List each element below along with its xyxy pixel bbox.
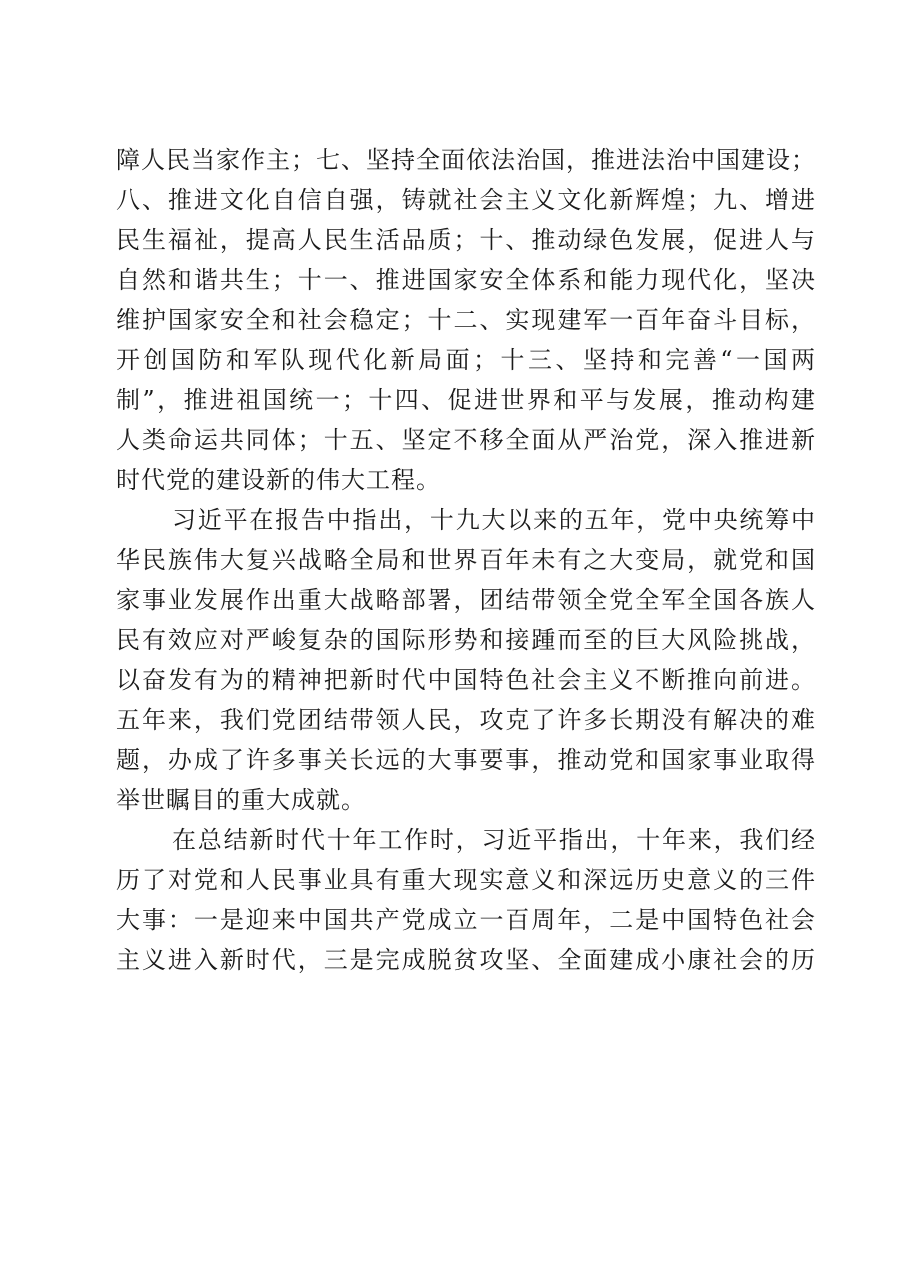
text-line: 八、推进文化自信自强，铸就社会主义文化新辉煌；九、增进 xyxy=(116,186,816,214)
text-line: 障人民当家作主；七、坚持全面依法治国，推进法治中国建设； xyxy=(116,146,816,174)
text-line: 家事业发展作出重大战略部署，团结带领全党全军全国各族人 xyxy=(116,586,816,614)
text-line: 时代党的建设新的伟大工程。 xyxy=(116,466,441,494)
text-line: 民有效应对严峻复杂的国际形势和接踵而至的巨大风险挑战， xyxy=(116,626,816,654)
text-line: 人类命运共同体；十五、坚定不移全面从严治党，深入推进新 xyxy=(116,426,816,454)
text-line: 民生福祉，提高人民生活品质；十、推动绿色发展，促进人与 xyxy=(116,226,816,254)
text-line: 自然和谐共生；十一、推进国家安全体系和能力现代化，坚决 xyxy=(116,266,816,294)
text-line: 在总结新时代十年工作时，习近平指出，十年来，我们经 xyxy=(172,826,816,854)
text-line: 以奋发有为的精神把新时代中国特色社会主义不断推向前进。 xyxy=(116,666,816,694)
text-line: 题，办成了许多事关长远的大事要事，推动党和国家事业取得 xyxy=(116,746,816,774)
text-line: 华民族伟大复兴战略全局和世界百年未有之大变局，就党和国 xyxy=(116,546,816,574)
text-line: 维护国家安全和社会稳定；十二、实现建军一百年奋斗目标， xyxy=(116,306,816,334)
text-line: 历了对党和人民事业具有重大现实意义和深远历史意义的三件 xyxy=(116,866,816,894)
paragraph-3 xyxy=(116,820,816,980)
text-line: 习近平在报告中指出，十九大以来的五年，党中央统筹中 xyxy=(172,506,816,534)
text-line: 大事：一是迎来中国共产党成立一百周年，二是中国特色社会 xyxy=(116,906,816,934)
text-line: 制”，推进祖国统一；十四、促进世界和平与发展，推动构建 xyxy=(116,386,816,414)
paragraph-1 xyxy=(116,140,816,500)
document-body xyxy=(116,140,816,980)
text-line: 开创国防和军队现代化新局面；十三、坚持和完善“一国两 xyxy=(116,346,816,374)
text-line: 五年来，我们党团结带领人民，攻克了许多长期没有解决的难 xyxy=(116,706,816,734)
text-line: 主义进入新时代，三是完成脱贫攻坚、全面建成小康社会的历 xyxy=(116,946,816,974)
text-line: 举世瞩目的重大成就。 xyxy=(116,786,366,814)
paragraph-2 xyxy=(116,500,816,820)
